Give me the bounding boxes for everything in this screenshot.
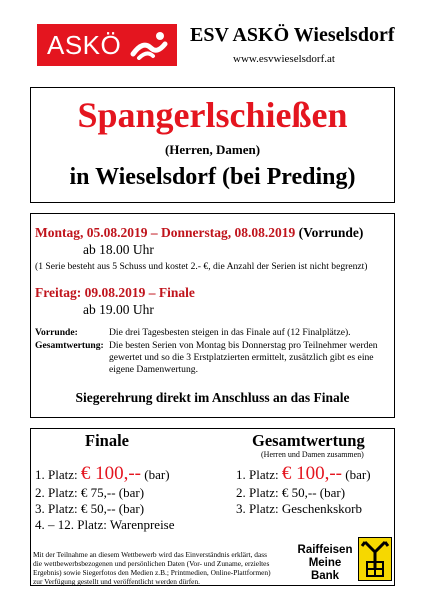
finale-row-4 <box>35 517 175 533</box>
vorrunde-dates <box>35 225 363 241</box>
sponsor-logo <box>294 535 394 583</box>
raiffeisen-gable-icon <box>358 537 392 581</box>
schedule-box <box>30 213 395 418</box>
event-subtitle: (Herren, Damen) <box>164 142 261 157</box>
finale-row-3 <box>35 501 144 517</box>
prize-place: 3. Platz: <box>35 501 78 516</box>
finale-row-1 <box>35 463 170 485</box>
prize-suffix: (bar) <box>345 467 371 482</box>
prize-amount: € 50,-- <box>80 501 116 516</box>
sponsor-line2: Meine Bank <box>308 557 342 582</box>
rule-text-vorrunde: Die drei Tagesbesten steigen in das Finale auf (12 Finalplätze). <box>109 327 351 338</box>
prize-place: 2. Platz: <box>35 485 78 500</box>
sponsor-name <box>294 544 356 583</box>
prize-suffix: (bar) <box>144 467 170 482</box>
finale-date <box>35 285 195 301</box>
rule-text-gesamt: Die besten Serien von Montag bis Donnerstag pro Teilnehmer werden gewertet und so die 3 Erstplatzierten ermittelt, zusätzlich gibt es eine eigene Damenwertung. <box>109 340 378 375</box>
gesamt-subheading: (Herren und Damen zusammen) <box>261 450 364 459</box>
vorrunde-tag: (Vorrunde) <box>298 225 364 240</box>
vorrunde-date-range: Montag, 05.08.2019 – Donnerstag, 08.08.2019 <box>35 225 296 240</box>
vorrunde-note: (1 Serie besteht aus 5 Schuss und kostet 2.- €, die Anzahl der Serien ist nicht begrenzt) <box>35 261 368 272</box>
prize-suffix: (bar) <box>319 485 346 500</box>
prize-amount: € 50,-- <box>281 485 317 500</box>
prize-place: 1. Platz: <box>35 467 78 482</box>
gesamt-row-2 <box>236 485 345 501</box>
prize-place: 1. Platz: <box>236 467 279 482</box>
disclaimer: Mit der Teilnahme an diesem Wettbewerb wird das Einverständnis erklärt, dass die wettbewerbsbezogenen und persönlichen Daten (Vor- und Zuname, erzieltes Ergebnis) sowie Siegerfotos den Medien z.B.; Printmedien, Online-Plattformen) zur Verfügung gestellt und veröffentlicht werden dürfen. <box>33 550 271 586</box>
prize-amount: € 100,-- <box>80 463 142 484</box>
prize-suffix: (bar) <box>118 485 145 500</box>
prize-place: 2. Platz: <box>236 485 279 500</box>
prizes-box <box>30 428 395 586</box>
gesamt-heading: Gesamtwertung <box>252 431 365 450</box>
asko-logo <box>37 24 177 66</box>
finale-row-2 <box>35 485 144 501</box>
finale-date-label: Freitag: 09.08.2019 – Finale <box>35 285 195 300</box>
sponsor-line1: Raiffeisen <box>297 544 353 556</box>
prize-amount: € 75,-- <box>80 485 116 500</box>
asko-swoosh-icon <box>129 30 169 60</box>
prize-amount: € 100,-- <box>281 463 343 484</box>
prize-suffix: (bar) <box>118 501 145 516</box>
gesamt-row-1 <box>236 463 371 485</box>
title-box <box>30 87 395 203</box>
club-website[interactable]: www.esvwieselsdorf.at <box>233 53 335 65</box>
event-location: in Wieselsdorf (bei Preding) <box>69 164 356 190</box>
prize-amount: Geschenkskorb <box>281 501 363 516</box>
vorrunde-time: ab 18.00 Uhr <box>83 242 154 257</box>
event-title: Spangerlschießen <box>77 95 348 135</box>
gesamt-row-3 <box>236 501 362 517</box>
prize-place: 4. – 12. Platz: <box>35 517 107 532</box>
club-name: ESV ASKÖ Wieselsdorf <box>190 24 395 46</box>
rule-label-gesamt: Gesamtwertung: <box>35 340 104 351</box>
prize-place: 3. Platz: <box>236 501 279 516</box>
asko-logo-text: ASKÖ <box>47 29 122 60</box>
finale-time: ab 19.00 Uhr <box>83 302 154 317</box>
rule-label-vorrunde: Vorrunde: <box>35 327 78 338</box>
ceremony-note: Siegerehrung direkt im Anschluss an das Finale <box>75 390 350 405</box>
finale-heading: Finale <box>85 431 129 450</box>
prize-amount: Warenpreise <box>109 517 175 532</box>
